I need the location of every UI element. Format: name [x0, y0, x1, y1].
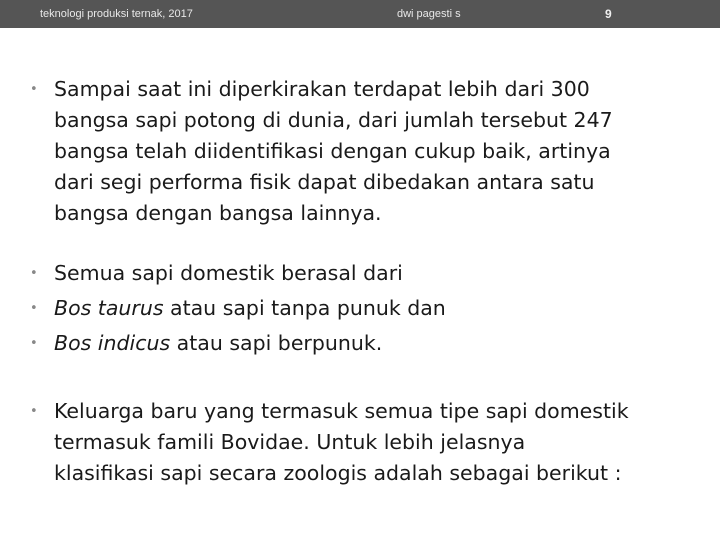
header-course-title: teknologi produksi ternak, 2017 — [40, 8, 193, 20]
bullet-taurus-text: atau sapi tanpa punuk dan — [163, 296, 446, 320]
bullet-dot-icon: • — [30, 82, 38, 97]
bullet-domestic-text: Semua sapi domestik berasal dari — [54, 261, 403, 285]
text-line — [30, 328, 670, 359]
species-name-taurus: Bos taurus — [54, 296, 164, 320]
text-line — [30, 427, 670, 458]
bullet-breeds-line-3: bangsa telah diidentifikasi dengan cukup baik, artinya — [54, 139, 611, 163]
bullet-breeds-line-4: dari segi performa fisik dapat dibedakan antara satu — [54, 170, 595, 194]
header-author: dwi pagesti s — [397, 8, 461, 20]
text-line — [30, 198, 670, 229]
text-line — [30, 136, 670, 167]
bullet-breeds-line-5: bangsa dengan bangsa lainnya. — [54, 201, 382, 225]
text-line — [30, 258, 670, 289]
bullet-domestic-origin — [30, 258, 670, 289]
bullet-breeds — [30, 74, 670, 229]
text-line — [30, 105, 670, 136]
bullet-family-line-2: termasuk famili Bovidae. Untuk lebih jelasnya — [54, 430, 526, 454]
bullet-bos-indicus — [30, 328, 670, 359]
text-line — [30, 74, 670, 105]
text-line — [30, 458, 670, 489]
bullet-dot-icon: • — [30, 301, 38, 316]
text-line — [30, 396, 670, 427]
bullet-breeds-line-2: bangsa sapi potong di dunia, dari jumlah tersebut 247 — [54, 108, 613, 132]
bullet-dot-icon: • — [30, 404, 38, 419]
text-line — [30, 167, 670, 198]
species-name-indicus: Bos indicus — [54, 331, 171, 355]
text-line — [30, 293, 670, 324]
slide-header-bar — [0, 0, 720, 28]
bullet-bos-taurus — [30, 293, 670, 324]
bullet-indicus-text: atau sapi berpunuk. — [170, 331, 383, 355]
bullet-family-line-1: Keluarga baru yang termasuk semua tipe sapi domestik — [54, 399, 629, 423]
bullet-dot-icon: • — [30, 266, 38, 281]
bullet-dot-icon: • — [30, 336, 38, 351]
bullet-family-line-3: klasifikasi sapi secara zoologis adalah sebagai berikut : — [54, 461, 622, 485]
slide-number: 9 — [605, 7, 612, 21]
bullet-family — [30, 396, 670, 489]
bullet-breeds-line-1: Sampai saat ini diperkirakan terdapat lebih dari 300 — [54, 77, 590, 101]
